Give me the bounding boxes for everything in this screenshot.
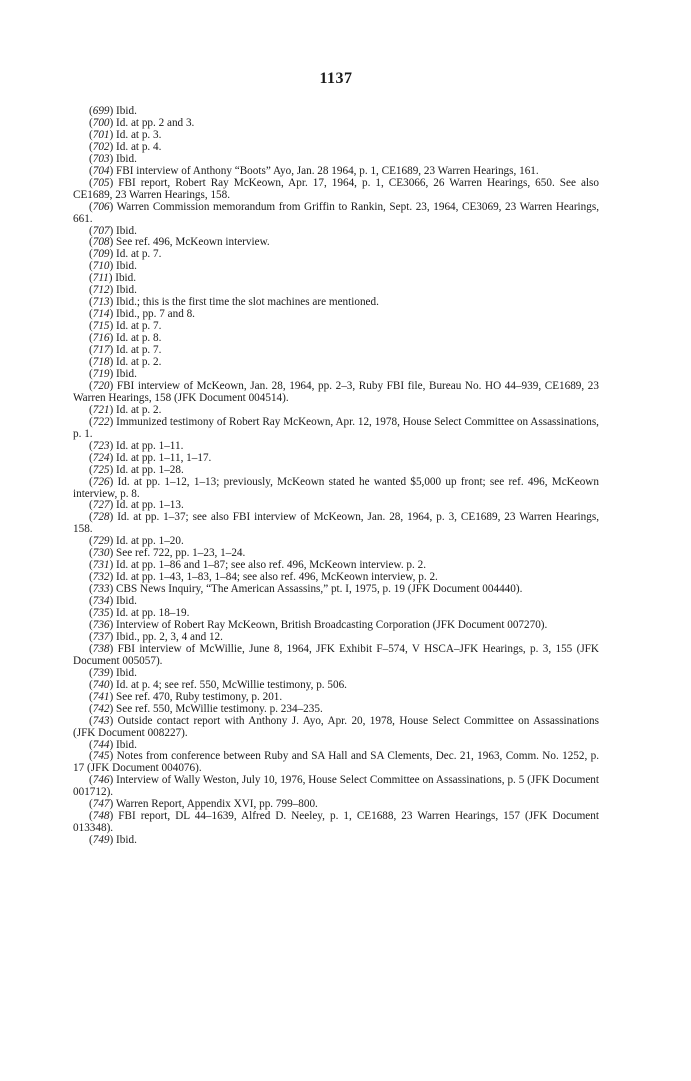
note-number: 720: [92, 379, 110, 392]
note-text: Id. at pp. 1–11.: [116, 439, 184, 452]
note-number: 741: [92, 690, 110, 703]
reference-note: (711) Ibid.: [89, 272, 137, 285]
note-text: Id. at p. 2.: [116, 403, 162, 416]
reference-note: (716) Id. at p. 8.: [89, 332, 162, 345]
reference-note: (718) Id. at p. 2.: [89, 356, 162, 369]
note-text: Ibid., pp. 2, 3, 4 and 12.: [116, 630, 223, 643]
reference-note: (724) Id. at pp. 1–11, 1–17.: [89, 451, 212, 464]
note-text: Id. at p. 8.: [116, 332, 162, 345]
note-text: See ref. 722, pp. 1–23, 1–24.: [116, 547, 246, 560]
reference-note: (708) See ref. 496, McKeown interview.: [89, 236, 270, 249]
note-text: See ref. 470, Ruby testimony, p. 201.: [116, 690, 283, 703]
reference-note: (725) Id. at pp. 1–28.: [89, 463, 184, 476]
note-number: 730: [92, 547, 110, 560]
page-number: 1137: [319, 70, 353, 87]
note-number: 707: [92, 224, 110, 237]
note-text: Immunized testimony of Robert Ray McKeown, Apr. 12, 1978, House Select Committee on Assassinations, p. 1.: [73, 415, 599, 440]
note-number: 735: [92, 607, 110, 620]
note-number: 721: [92, 403, 110, 416]
note-text: Id. at pp. 1–13.: [116, 499, 184, 512]
note-text: Ibid.: [116, 152, 137, 165]
reference-note: (747) Warren Report, Appendix XVI, pp. 799–800.: [89, 798, 318, 811]
note-text: Ibid.: [116, 367, 137, 380]
note-text: See ref. 550, McWillie testimony. p. 234–235.: [116, 702, 323, 715]
note-text: Id. at p. 7.: [116, 248, 162, 261]
reference-note: (707) Ibid.: [89, 224, 137, 237]
note-number: 744: [92, 738, 110, 751]
note-text: Ibid.: [116, 595, 137, 608]
reference-note: (713) Ibid.; this is the first time the slot machines are mentioned.: [89, 296, 379, 309]
note-text: Ibid.; this is the first time the slot machines are mentioned.: [116, 296, 379, 309]
note-text: Id. at p. 2.: [116, 356, 162, 369]
note-text: Interview of Robert Ray McKeown, British Broadcasting Corporation (JFK Document 007270).: [116, 618, 548, 631]
note-text: Id. at pp. 1–86 and 1–87; see also ref. 496, McKeown interview. p. 2.: [116, 559, 427, 572]
reference-notes-list: [73, 106, 599, 847]
reference-note: (731) Id. at pp. 1–86 and 1–87; see also ref. 496, McKeown interview. p. 2.: [89, 559, 427, 572]
note-number: 727: [92, 499, 110, 512]
note-number: 732: [92, 571, 110, 584]
reference-note: (700) Id. at pp. 2 and 3.: [89, 116, 195, 129]
note-number: 706: [92, 200, 110, 213]
note-text: CBS News Inquiry, “The American Assassins,” pt. I, 1975, p. 19 (JFK Document 004440).: [116, 583, 523, 596]
note-number: 713: [92, 296, 110, 309]
reference-note: (727) Id. at pp. 1–13.: [89, 499, 184, 512]
reference-note: (745) Notes from conference between Ruby and SA Hall and SA Clements, Dec. 21, 1963, Comm. No. 1252, p. 17 (JFK Document 004076).: [73, 750, 599, 775]
reference-note: (738) FBI interview of McWillie, June 8, 1964, JFK Exhibit F–574, V HSCA–JFK Hearings, p. 3, 155 (JFK Document 005057).: [73, 642, 599, 667]
note-number: 743: [92, 714, 110, 727]
reference-note: (719) Ibid.: [89, 367, 137, 380]
reference-note: (720) FBI interview of McKeown, Jan. 28, 1964, pp. 2–3, Ruby FBI file, Bureau No. HO 44–939, CE1689, 23 Warren Hearings, 158 (JFK Document 004514).: [73, 379, 599, 404]
note-text: Id. at pp. 1–43, 1–83, 1–84; see also ref. 496, McKeown interview, p. 2.: [116, 571, 438, 584]
note-number: 714: [92, 308, 110, 321]
note-text: Id. at pp. 2 and 3.: [116, 116, 195, 129]
note-text: FBI report, DL 44–1639, Alfred D. Neeley, p. 1, CE1688, 23 Warren Hearings, 157 (JFK Document 013348).: [73, 810, 599, 835]
note-text: FBI interview of Anthony “Boots” Ayo, Jan. 28 1964, p. 1, CE1689, 23 Warren Hearings, 161.: [116, 164, 539, 177]
note-text: Ibid.: [116, 738, 137, 751]
note-text: Notes from conference between Ruby and SA Hall and SA Clements, Dec. 21, 1963, Comm. No. 1252, p. 17 (JFK Document 004076).: [73, 750, 599, 775]
note-text: Id. at p. 7.: [116, 320, 162, 333]
note-text: FBI interview of McKeown, Jan. 28, 1964, pp. 2–3, Ruby FBI file, Bureau No. HO 44–939, CE1689, 23 Warren Hearings, 158 (JFK Document 004514).: [73, 379, 599, 404]
note-text: Ibid.: [116, 224, 137, 237]
note-number: 740: [92, 678, 110, 691]
note-text: Ibid.: [116, 834, 137, 847]
note-text: Ibid.: [116, 260, 137, 273]
reference-note: (741) See ref. 470, Ruby testimony, p. 201.: [89, 690, 283, 703]
reference-note: (749) Ibid.: [89, 834, 137, 847]
note-number: 737: [92, 630, 110, 643]
reference-note: (721) Id. at p. 2.: [89, 403, 162, 416]
note-number: 726: [92, 475, 110, 488]
reference-note: (712) Ibid.: [89, 284, 137, 297]
reference-note: (734) Ibid.: [89, 595, 137, 608]
reference-note: (722) Immunized testimony of Robert Ray McKeown, Apr. 12, 1978, House Select Committee on Assassinations, p. 1.: [73, 415, 599, 440]
reference-note: (748) FBI report, DL 44–1639, Alfred D. Neeley, p. 1, CE1688, 23 Warren Hearings, 157 (JFK Document 013348).: [73, 810, 599, 835]
note-number: 717: [92, 344, 110, 357]
note-text: Ibid.: [116, 666, 137, 679]
reference-note: (723) Id. at pp. 1–11.: [89, 439, 184, 452]
note-text: Outside contact report with Anthony J. Ayo, Apr. 20, 1978, House Select Committee on Assassinations (JFK Document 008227).: [73, 714, 599, 739]
note-number: 745: [92, 750, 110, 763]
note-number: 708: [92, 236, 110, 249]
note-number: 704: [92, 164, 110, 177]
note-text: Id. at pp. 1–37; see also FBI interview of McKeown, Jan. 28, 1964, p. 3, CE1689, 23 Warren Hearings, 158.: [73, 511, 599, 536]
note-number: 742: [92, 702, 110, 715]
reference-note: (746) Interview of Wally Weston, July 10, 1976, House Select Committee on Assassinations, p. 5 (JFK Document 001712).: [73, 774, 599, 799]
note-number: 747: [92, 798, 110, 811]
note-number: 733: [92, 583, 110, 596]
note-number: 722: [92, 415, 110, 428]
note-text: Id. at pp. 1–12, 1–13; previously, McKeown stated he wanted $5,000 up front; see ref. 496, McKeown interview, p. 8.: [73, 475, 599, 500]
reference-note: (744) Ibid.: [89, 738, 137, 751]
reference-note: (739) Ibid.: [89, 666, 137, 679]
note-number: 748: [92, 810, 110, 823]
note-text: Id. at pp. 18–19.: [116, 607, 190, 620]
reference-note: (701) Id. at p. 3.: [89, 128, 162, 141]
note-number: 712: [92, 284, 110, 297]
reference-note: (706) Warren Commission memorandum from Griffin to Rankin, Sept. 23, 1964, CE3069, 23 Warren Hearings, 661.: [73, 200, 600, 225]
note-text: Id. at pp. 1–20.: [116, 535, 184, 548]
note-number: 703: [92, 152, 110, 165]
note-number: 734: [92, 595, 110, 608]
reference-note: (715) Id. at p. 7.: [89, 320, 162, 333]
note-text: Id. at p. 4; see ref. 550, McWillie testimony, p. 506.: [116, 678, 347, 691]
note-number: 711: [92, 272, 109, 285]
note-number: 746: [92, 774, 110, 787]
note-number: 699: [92, 105, 110, 117]
reference-note: (699) Ibid.: [89, 105, 137, 117]
note-number: 729: [92, 535, 110, 548]
note-text: Ibid.: [116, 105, 137, 117]
reference-note: (710) Ibid.: [89, 260, 137, 273]
reference-note: (714) Ibid., pp. 7 and 8.: [89, 308, 195, 321]
note-number: 736: [92, 618, 110, 631]
reference-note: (728) Id. at pp. 1–37; see also FBI interview of McKeown, Jan. 28, 1964, p. 3, CE1689, 23 Warren Hearings, 158.: [73, 511, 599, 536]
reference-note: (703) Ibid.: [89, 152, 137, 165]
note-text: FBI report, Robert Ray McKeown, Apr. 17, 1964, p. 1, CE3066, 26 Warren Hearings, 650. See also CE1689, 23 Warren Hearings, 158.: [73, 176, 599, 201]
note-number: 710: [92, 260, 110, 273]
note-text: Id. at pp. 1–11, 1–17.: [116, 451, 212, 464]
note-number: 728: [92, 511, 110, 524]
reference-note: (735) Id. at pp. 18–19.: [89, 607, 190, 620]
note-text: Ibid.: [116, 284, 137, 297]
note-text: Interview of Wally Weston, July 10, 1976, House Select Committee on Assassinations, p. 5 (JFK Document 001712).: [73, 774, 599, 799]
note-number: 715: [92, 320, 110, 333]
note-number: 731: [92, 559, 110, 572]
reference-note: (717) Id. at p. 7.: [89, 344, 162, 357]
note-text: Warren Commission memorandum from Griffin to Rankin, Sept. 23, 1964, CE3069, 23 Warren Hearings, 661.: [73, 200, 600, 225]
note-text: Ibid.: [115, 272, 137, 285]
note-text: Ibid., pp. 7 and 8.: [116, 308, 195, 321]
note-number: 700: [92, 116, 110, 129]
reference-note: (726) Id. at pp. 1–12, 1–13; previously, McKeown stated he wanted $5,000 up front; see ref. 496, McKeown interview, p. 8.: [73, 475, 599, 500]
note-number: 725: [92, 463, 110, 476]
note-number: 718: [92, 356, 110, 369]
reference-note: (730) See ref. 722, pp. 1–23, 1–24.: [89, 547, 246, 560]
note-number: 716: [92, 332, 110, 345]
reference-note: (729) Id. at pp. 1–20.: [89, 535, 184, 548]
note-number: 739: [92, 666, 110, 679]
note-number: 723: [92, 439, 110, 452]
note-text: Id. at p. 3.: [116, 128, 162, 141]
note-text: Warren Report, Appendix XVI, pp. 799–800.: [115, 798, 318, 811]
note-text: Id. at pp. 1–28.: [116, 463, 184, 476]
reference-note: (737) Ibid., pp. 2, 3, 4 and 12.: [89, 630, 223, 643]
reference-note: (740) Id. at p. 4; see ref. 550, McWillie testimony, p. 506.: [89, 678, 347, 691]
note-number: 709: [92, 248, 110, 261]
note-number: 701: [92, 128, 110, 141]
reference-note: (709) Id. at p. 7.: [89, 248, 162, 261]
reference-note: (704) FBI interview of Anthony “Boots” Ayo, Jan. 28 1964, p. 1, CE1689, 23 Warren Hearings, 161.: [89, 164, 539, 177]
note-text: Id. at p. 4.: [116, 140, 162, 153]
note-number: 702: [92, 140, 110, 153]
note-text: Id. at p. 7.: [116, 344, 162, 357]
reference-note: (702) Id. at p. 4.: [89, 140, 162, 153]
note-text: See ref. 496, McKeown interview.: [116, 236, 270, 249]
note-number: 738: [92, 642, 110, 655]
note-number: 705: [92, 176, 110, 189]
note-number: 749: [92, 834, 110, 847]
reference-note: (736) Interview of Robert Ray McKeown, British Broadcasting Corporation (JFK Document 007270).: [89, 618, 548, 631]
note-number: 724: [92, 451, 110, 464]
note-number: 719: [92, 367, 110, 380]
reference-note: (742) See ref. 550, McWillie testimony. p. 234–235.: [89, 702, 323, 715]
reference-note: (705) FBI report, Robert Ray McKeown, Apr. 17, 1964, p. 1, CE3066, 26 Warren Hearings, 650. See also CE1689, 23 Warren Hearings, 158.: [73, 176, 599, 201]
reference-note: (732) Id. at pp. 1–43, 1–83, 1–84; see also ref. 496, McKeown interview, p. 2.: [89, 571, 438, 584]
reference-note: (743) Outside contact report with Anthony J. Ayo, Apr. 20, 1978, House Select Committee on Assassinations (JFK Document 008227).: [73, 714, 599, 739]
note-text: FBI interview of McWillie, June 8, 1964, JFK Exhibit F–574, V HSCA–JFK Hearings, p. 3, 155 (JFK Document 005057).: [73, 642, 599, 667]
reference-note: (733) CBS News Inquiry, “The American Assassins,” pt. I, 1975, p. 19 (JFK Document 004440).: [89, 583, 523, 596]
